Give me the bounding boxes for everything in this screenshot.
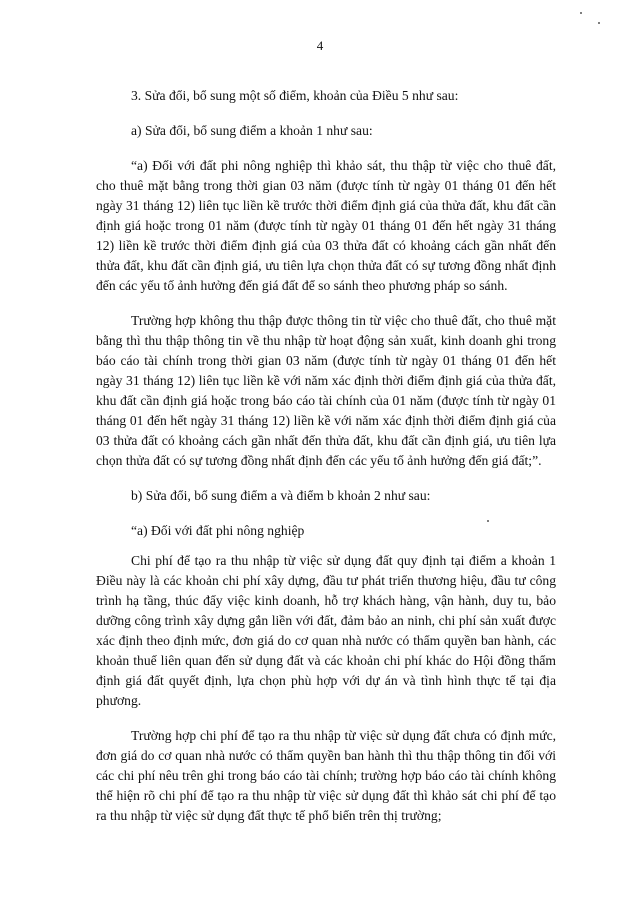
- point-b-heading: b) Sửa đổi, bổ sung điểm a và điểm b khoản 2 như sau:: [131, 488, 431, 503]
- page-number: 4: [316, 38, 324, 53]
- clause-3-heading: 3. Sửa đổi, bổ sung một số điểm, khoản của Điều 5 như sau:: [131, 88, 459, 103]
- scan-speck: [598, 22, 600, 24]
- document-body: [96, 86, 556, 841]
- cost-fallback-paragraph: Trường hợp chi phí để tạo ra thu nhập từ việc sử dụng đất chưa có định mức, đơn giá do cơ quan nhà nước có thẩm quyền ban hành thì thu thập thông tin đối với các chi phí nêu trên ghi trong báo cáo tài chính; trường hợp báo cáo tài chính không thể hiện rõ chi phí để tạo ra thu nhập từ việc sử dụng đất thì khảo sát chi phí để tạo ra thu nhập từ việc sử dụng đất thực tế phổ biến trên thị trường;: [96, 728, 556, 823]
- scan-speck: [487, 520, 489, 522]
- scan-speck: [580, 12, 582, 14]
- quoted-subpoint-a: “a) Đối với đất phi nông nghiệp: [131, 523, 305, 538]
- fallback-paragraph: Trường hợp không thu thập được thông tin từ việc cho thuê đất, cho thuê mặt bằng thì thu thập thông tin về thu nhập từ hoạt động sản xuất, kinh doanh ghi trong báo cáo tài chính trong thời gian 03 năm (được tính từ ngày 01 tháng 01 đến hết ngày 31 tháng 12) liên tục liền kề với năm xác định thời điểm định giá của thửa đất, khu đất cần định giá hoặc trong báo cáo tài chính của 01 năm (được tính từ ngày 01 tháng 01 đến hết ngày 31 tháng 12) liền kề với năm xác định thời điểm định giá của 03 thửa đất có khoảng cách gần nhất đến thửa đất, khu đất cần định giá, ưu tiên lựa chọn thửa đất có sự tương đồng nhất định đến các yếu tố ảnh hưởng đến giá đất;”.: [96, 313, 556, 468]
- point-a-heading: a) Sửa đổi, bổ sung điểm a khoản 1 như sau:: [131, 123, 373, 138]
- cost-paragraph: Chi phí để tạo ra thu nhập từ việc sử dụng đất quy định tại điểm a khoản 1 Điều này là các khoản chi phí xây dựng, đầu tư phát triển thương hiệu, đầu tư công trình hạ tầng, thúc đẩy việc kinh doanh, hỗ trợ khách hàng, vận hành, duy tu, bảo dưỡng công trình xây dựng gắn liền với đất, đảm bảo an ninh, chi phí sản xuất được xác định theo định mức, đơn giá do cơ quan nhà nước có thẩm quyền ban hành, các khoản thuế liên quan đến sử dụng đất và các khoản chi phí khác do Hội đồng thẩm định giá đất quyết định, lựa chọn phù hợp với dự án và tình hình thực tế tại địa phương.: [96, 553, 556, 708]
- quoted-point-a-paragraph: “a) Đối với đất phi nông nghiệp thì khảo sát, thu thập từ việc cho thuê đất, cho thuê mặt bằng trong thời gian 03 năm (được tính từ ngày 01 tháng 01 đến hết ngày 31 tháng 12) liên tục liền kề trước thời điểm định giá của thửa đất, khu đất cần định giá hoặc trong 01 năm (được tính từ ngày 01 tháng 01 đến hết ngày 31 tháng 12) liền kề trước thời điểm định giá của 03 thửa đất có khoảng cách gần nhất đến thửa đất, khu đất cần định giá, ưu tiên lựa chọn thửa đất có sự tương đồng nhất định đến các yếu tố ảnh hưởng đến giá đất để so sánh theo phương pháp so sánh.: [96, 158, 556, 293]
